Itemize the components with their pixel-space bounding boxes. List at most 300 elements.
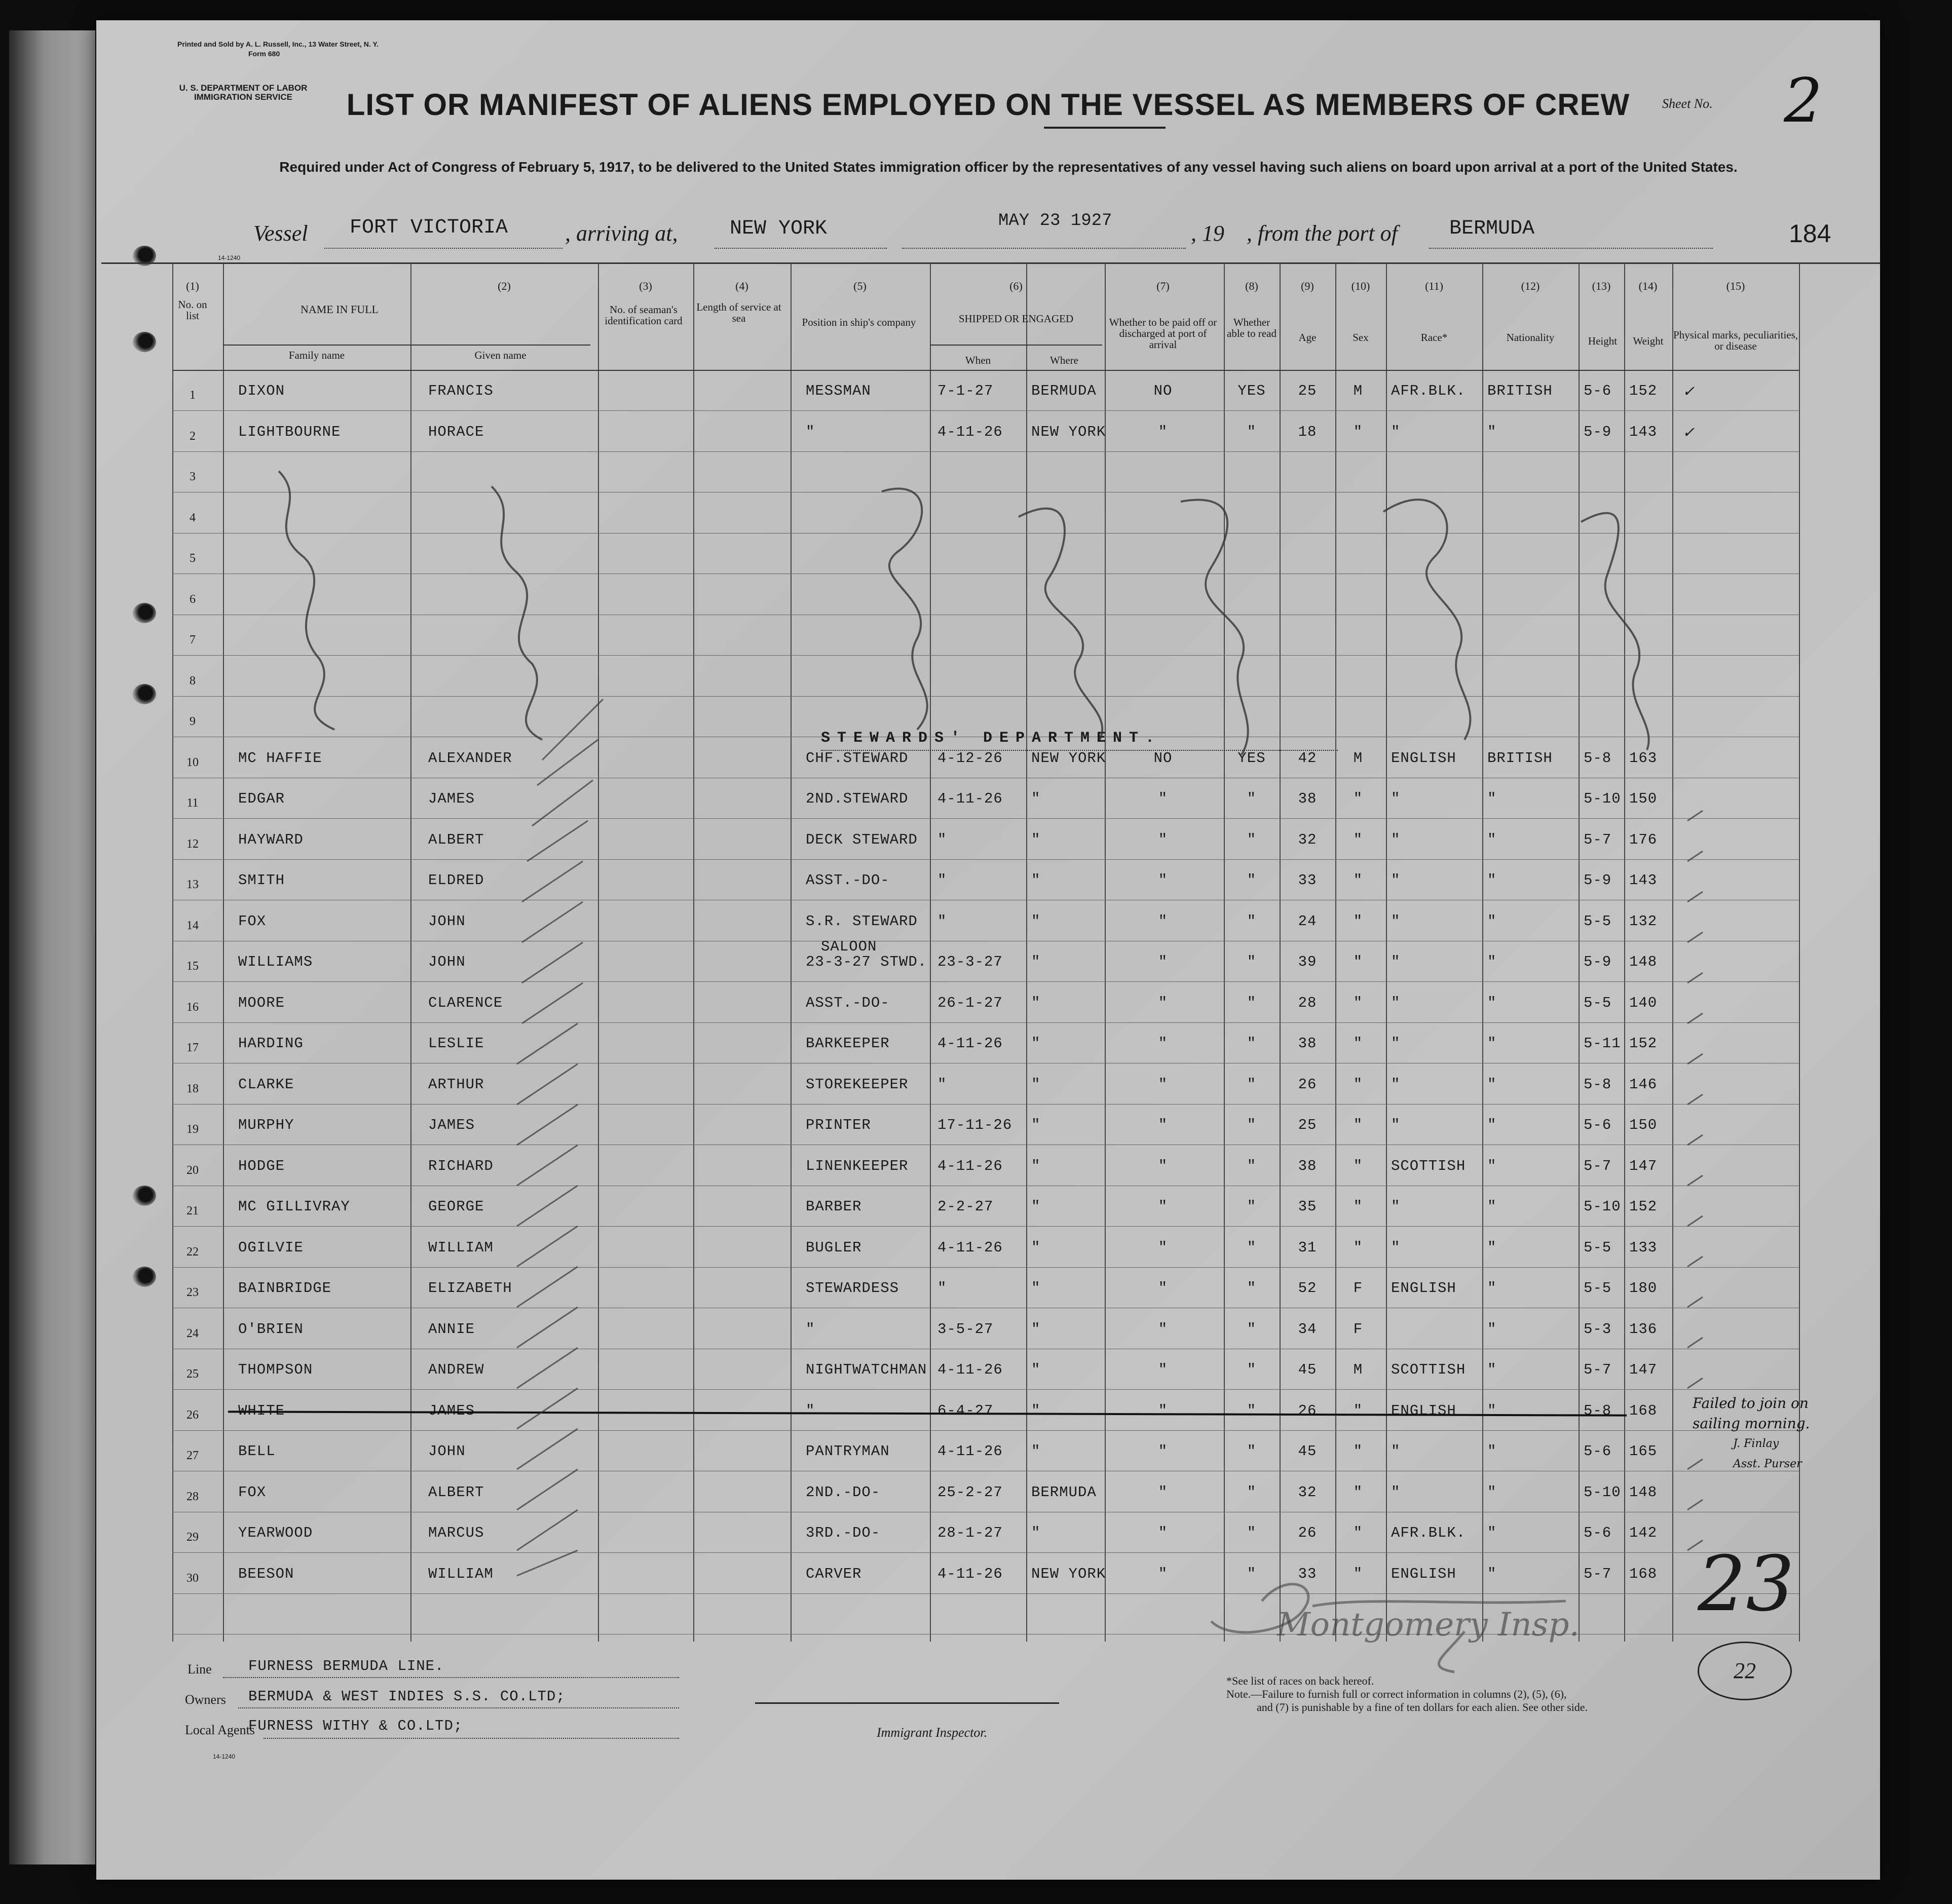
cell-given: ELIZABETH [428, 1280, 512, 1297]
cell-height: 5-10 [1584, 1483, 1621, 1501]
vessel-name: FORT VICTORIA [350, 216, 508, 239]
column-number: (14) [1638, 280, 1658, 292]
cell-family: HODGE [238, 1157, 285, 1174]
cell-sex: " [1353, 994, 1363, 1011]
form-code: 14-1240 [218, 254, 241, 261]
cell-when: 23-3-27 [937, 954, 1003, 970]
cell-given: ARTHUR [428, 1076, 484, 1093]
cell-given: JOHN [428, 1443, 466, 1460]
cell-family: THOMPSON [238, 1361, 313, 1378]
cell-paid: " [1158, 1117, 1168, 1133]
column-number: (4) [735, 280, 748, 292]
cell-height: 5-10 [1584, 1198, 1621, 1215]
column-number: (1) [186, 280, 199, 292]
cell-read: " [1247, 1565, 1257, 1582]
service-name: IMMIGRATION SERVICE [194, 92, 292, 102]
cell-position: " [806, 423, 815, 440]
cell-nat: " [1487, 1239, 1497, 1256]
cell-family: MURPHY [238, 1117, 294, 1133]
cell-given: WILLIAM [428, 1565, 494, 1582]
owners-value: BERMUDA & WEST INDIES S.S. CO.LTD; [248, 1688, 566, 1705]
cell-family: YEARWOOD [238, 1525, 313, 1541]
col12-header: Nationality [1506, 331, 1555, 344]
cell-nat: " [1487, 790, 1497, 807]
column-number: (13) [1592, 280, 1611, 292]
cell-paid: " [1158, 912, 1168, 930]
arriving-port: NEW YORK [730, 217, 828, 240]
cell-given: ALBERT [428, 831, 484, 848]
cell-family: CLARKE [238, 1076, 294, 1093]
cell-where: " [1031, 872, 1041, 889]
cell-height: 5-6 [1584, 1525, 1612, 1541]
cell-nat: " [1487, 912, 1497, 930]
cell-read: " [1247, 1035, 1257, 1052]
cell-read: " [1247, 954, 1257, 970]
col3-header: No. of seaman's identification card [605, 303, 683, 327]
cell-where: " [1031, 831, 1041, 848]
cell-read: " [1247, 790, 1257, 807]
column-number: (11) [1425, 280, 1443, 292]
row-number: 5 [190, 552, 196, 565]
cell-paid: " [1158, 1035, 1168, 1052]
cell-height: 5-9 [1584, 954, 1612, 970]
cell-position: BARKEEPER [806, 1035, 890, 1052]
row-number: 22 [186, 1245, 199, 1259]
inspector-label: Immigrant Inspector. [877, 1725, 988, 1740]
cell-paid: " [1158, 1443, 1168, 1460]
cell-position: PANTRYMAN [806, 1443, 890, 1460]
cell-position: S.R. STEWARD [806, 912, 918, 930]
cell-read: " [1247, 1280, 1257, 1297]
cell-nat: " [1487, 1117, 1497, 1133]
cell-weight: 163 [1629, 749, 1658, 767]
cell-when: " [937, 831, 947, 848]
cell-paid: " [1158, 1361, 1168, 1378]
cell-nat: " [1487, 1565, 1497, 1582]
cell-read: " [1247, 994, 1257, 1011]
cell-sex: " [1353, 1157, 1363, 1174]
from-label: , from the port of [1247, 221, 1398, 246]
cell-read: " [1247, 872, 1257, 889]
cell-family: FOX [238, 912, 267, 930]
cell-position: " [806, 1402, 815, 1419]
from-port: BERMUDA [1449, 217, 1535, 240]
cell-height: 5-9 [1584, 872, 1612, 889]
cell-read: " [1247, 1198, 1257, 1215]
cell-age: 33 [1298, 872, 1317, 889]
cell-weight: 165 [1629, 1443, 1658, 1460]
cell-sex: " [1353, 1076, 1363, 1093]
cell-when: 28-1-27 [937, 1525, 1003, 1541]
column-number: (12) [1521, 280, 1540, 292]
cell-nat: " [1487, 1198, 1497, 1215]
sheet-label: Sheet No. [1662, 96, 1713, 111]
cell-given: ALBERT [428, 1483, 484, 1501]
cell-when: 4-11-26 [937, 1157, 1003, 1174]
cell-read: " [1247, 912, 1257, 930]
cell-race: AFR.BLK. [1391, 383, 1466, 399]
cell-age: 26 [1298, 1076, 1317, 1093]
cell-where: NEW YORK [1031, 1565, 1106, 1582]
cell-height: 5-10 [1584, 790, 1621, 807]
cell-given: LESLIE [428, 1035, 484, 1052]
row-number: 4 [190, 511, 196, 524]
cell-paid: " [1158, 831, 1168, 848]
row-number: 1 [190, 389, 196, 402]
column-number: (15) [1726, 280, 1745, 292]
cell-sex: " [1353, 1198, 1363, 1215]
cell-height: 5-7 [1584, 1157, 1612, 1174]
cell-height: 5-7 [1584, 1361, 1612, 1378]
cell-nat: BRITISH [1487, 383, 1553, 399]
cell-age: 39 [1298, 954, 1317, 970]
cell-when: " [937, 872, 947, 889]
owners-label: Owners [185, 1692, 226, 1707]
line-dots [223, 1677, 679, 1678]
cell-where: " [1031, 790, 1041, 807]
ditto-squiggle-position [882, 488, 927, 730]
cell-family: MOORE [238, 994, 285, 1011]
cell-given: ELDRED [428, 872, 484, 889]
cell-weight: 152 [1629, 1035, 1658, 1052]
cell-where: NEW YORK [1031, 749, 1106, 767]
page-number: 184 [1789, 219, 1831, 248]
cell-height: 5-5 [1584, 994, 1612, 1011]
row-number: 10 [186, 755, 199, 769]
cell-given: GEORGE [428, 1198, 484, 1215]
cell-nat: " [1487, 1525, 1497, 1541]
cell-race: " [1391, 1443, 1401, 1460]
ditto-squiggle-family [279, 471, 334, 730]
col13-header: Height [1588, 335, 1618, 347]
row-number: 27 [186, 1449, 199, 1462]
column-number: (6) [1009, 280, 1023, 292]
cell-nat: " [1487, 423, 1497, 440]
cell-when: 4-12-26 [937, 749, 1003, 767]
note-penalty: Note.—Failure to furnish full or correct information in columns (2), (5), (6), [1226, 1688, 1567, 1700]
cell-age: 18 [1298, 423, 1317, 440]
cell-given: JAMES [428, 1402, 475, 1419]
col6-header: SHIPPED OR ENGAGED [958, 313, 1074, 325]
cell-age: 32 [1298, 1483, 1317, 1501]
binding-edge [9, 30, 95, 1864]
ditto-squiggle-race [1383, 500, 1470, 740]
cell-given: CLARENCE [428, 994, 503, 1011]
cell-age: 38 [1298, 1157, 1317, 1174]
cell-sex: F [1353, 1320, 1363, 1338]
cell-where: " [1031, 912, 1041, 930]
cell-sex: " [1353, 912, 1363, 930]
cell-position: 2ND.STEWARD [806, 790, 909, 807]
cell-height: 5-8 [1584, 1076, 1612, 1093]
cell-read: " [1247, 1402, 1257, 1419]
col15-header: Physical marks, peculiarities, or disease [1673, 329, 1798, 352]
cell-age: 24 [1298, 912, 1317, 930]
cell-weight: 146 [1629, 1076, 1658, 1093]
col2-family-header: Family name [288, 349, 345, 361]
cell-weight: 143 [1629, 872, 1658, 889]
line-value: FURNESS BERMUDA LINE. [248, 1658, 444, 1674]
cell-family: WHITE [238, 1402, 285, 1419]
row-number: 19 [186, 1123, 199, 1136]
cell-weight: 136 [1629, 1320, 1658, 1338]
column-number: (9) [1301, 280, 1314, 292]
row-number: 15 [186, 960, 199, 973]
cell-where: NEW YORK [1031, 423, 1106, 440]
column-number: (5) [853, 280, 867, 292]
note-title: Asst. Purser [1733, 1458, 1802, 1470]
row-number: 17 [186, 1041, 199, 1054]
cell-where: BERMUDA [1031, 383, 1097, 399]
cell-race: AFR.BLK. [1391, 1525, 1466, 1541]
cell-paid: " [1158, 872, 1168, 889]
cell-nat: " [1487, 1443, 1497, 1460]
line-label: Line [187, 1662, 212, 1677]
row-number: 23 [186, 1286, 199, 1299]
column-number: (10) [1351, 280, 1370, 292]
cell-age: 45 [1298, 1443, 1317, 1460]
row-number: 2 [190, 429, 196, 443]
col8-header: Whether able to read [1227, 316, 1277, 339]
ditto-squiggle-given [492, 486, 542, 740]
cell-read: " [1247, 1157, 1257, 1174]
cell-nat: BRITISH [1487, 749, 1553, 767]
cell-race: " [1391, 790, 1401, 807]
cell-position: " [806, 1320, 815, 1338]
cell-when: " [937, 1076, 947, 1093]
row-number: 21 [186, 1204, 199, 1217]
cell-read: " [1247, 1525, 1257, 1541]
cell-race: ENGLISH [1391, 749, 1456, 767]
cell-where: " [1031, 1443, 1041, 1460]
department-name: U. S. DEPARTMENT OF LABOR [179, 83, 308, 93]
cell-paid: NO [1153, 383, 1173, 399]
cell-height: 5-8 [1584, 1402, 1612, 1419]
cell-given: MARCUS [428, 1525, 484, 1541]
cell-sex: F [1353, 1280, 1363, 1297]
cell-age: 25 [1298, 1117, 1317, 1133]
cell-family: WILLIAMS [238, 954, 313, 970]
cell-paid: " [1158, 954, 1168, 970]
cell-age: 52 [1298, 1280, 1317, 1297]
year-label: , 19 [1191, 221, 1224, 246]
section-heading: STEWARDS' DEPARTMENT. [821, 730, 1162, 747]
cell-position: STOREKEEPER [806, 1076, 909, 1093]
sheet-number: 2 [1784, 66, 1823, 136]
ditto-squiggle-paid [1181, 500, 1248, 755]
cell-age: 33 [1298, 1565, 1317, 1582]
cell-position: CHF.STEWARD [806, 749, 909, 767]
cell-race: " [1391, 994, 1401, 1011]
row-number: 28 [186, 1490, 199, 1503]
cell-read: " [1247, 831, 1257, 848]
cell-sex: " [1353, 790, 1363, 807]
cell-given: WILLIAM [428, 1239, 494, 1256]
agents-label: Local Agents [185, 1723, 255, 1737]
cell-sex: " [1353, 1483, 1363, 1501]
cell-weight: 147 [1629, 1361, 1658, 1378]
cell-race: " [1391, 1198, 1401, 1215]
cell-family: HARDING [238, 1035, 304, 1052]
cell-read: " [1247, 1117, 1257, 1133]
column-number: (8) [1245, 280, 1258, 292]
row-number: 16 [186, 1000, 199, 1014]
cell-sex: M [1353, 749, 1363, 767]
cell-sex: " [1353, 954, 1363, 970]
cell-read: " [1247, 1076, 1257, 1093]
cell-nat: " [1487, 872, 1497, 889]
row-number: 8 [190, 674, 196, 688]
cell-race: ENGLISH [1391, 1565, 1456, 1582]
cell-given: HORACE [428, 423, 484, 440]
cell-read: " [1247, 423, 1257, 440]
note-races: *See list of races on back hereof. [1226, 1674, 1374, 1687]
row-number: 24 [186, 1326, 199, 1340]
cell-when: " [937, 912, 947, 930]
form-number: Form 680 [248, 50, 280, 58]
cell-race: " [1391, 423, 1401, 440]
cell-sex: M [1353, 383, 1363, 399]
cell-nat: " [1487, 1076, 1497, 1093]
cell-family: O'BRIEN [238, 1320, 304, 1338]
cell-age: 34 [1298, 1320, 1317, 1338]
inspector-rule [755, 1702, 1059, 1704]
cell-age: 32 [1298, 831, 1317, 848]
cell-height: 5-11 [1584, 1035, 1621, 1052]
agents-dots [264, 1738, 679, 1739]
cell-where: " [1031, 954, 1041, 970]
row-number: 14 [186, 919, 199, 932]
col4-header: Length of service at sea [696, 301, 781, 324]
cell-given: ALEXANDER [428, 749, 512, 767]
cell-position: LINENKEEPER [806, 1157, 909, 1174]
cell-nat: " [1487, 1483, 1497, 1501]
cell-position: 2ND.-DO- [806, 1483, 881, 1501]
cell-weight: 152 [1629, 383, 1658, 399]
cell-nat: " [1487, 1035, 1497, 1052]
cell-family: DIXON [238, 383, 285, 399]
row26-note [1693, 1393, 1810, 1474]
page-subtitle: Required under Act of Congress of February 5, 1917, to be delivered to the United States immigration officer by the representatives of any vessel having such aliens on board upon arrival at a port of the United States. [279, 159, 1738, 175]
cell-when: 26-1-27 [937, 994, 1003, 1011]
row-number: 29 [186, 1531, 199, 1544]
cell-race: SCOTTISH [1391, 1361, 1466, 1378]
cell-nat: " [1487, 1157, 1497, 1174]
row-number: 3 [190, 470, 196, 483]
cell-family: FOX [238, 1483, 267, 1501]
cell-nat: " [1487, 954, 1497, 970]
cell-when: 4-11-26 [937, 1239, 1003, 1256]
cell-nat: " [1487, 1361, 1497, 1378]
cell-position: PRINTER [806, 1117, 871, 1133]
cell-paid: " [1158, 1402, 1168, 1419]
col7-header: Whether to be paid off or discharged at port of arrival [1109, 316, 1217, 351]
cell-when: 3-5-27 [937, 1320, 994, 1338]
cell-read: " [1247, 1361, 1257, 1378]
cell-when: 4-11-26 [937, 1361, 1003, 1378]
manifest-page [96, 20, 1880, 1880]
note-line: Failed to join on [1693, 1395, 1809, 1412]
column-number: (3) [639, 280, 652, 292]
cell-where: " [1031, 1280, 1041, 1297]
cell-given: JOHN [428, 954, 466, 970]
col14-header: Weight [1633, 335, 1664, 347]
cell-when: 4-11-26 [937, 1565, 1003, 1582]
inspector-signature: Montgomery Insp. [1277, 1606, 1580, 1644]
cell-race: " [1391, 1483, 1401, 1501]
cell-race: " [1391, 954, 1401, 970]
cell-age: 26 [1298, 1525, 1317, 1541]
cell-position-above: SALOON [821, 938, 877, 955]
cell-sex: " [1353, 423, 1363, 440]
cell-family: EDGAR [238, 790, 285, 807]
footer-notes [1226, 1674, 1588, 1714]
cell-paid: " [1158, 1157, 1168, 1174]
cell-when: 2-2-27 [937, 1198, 994, 1215]
cell-given: ANNIE [428, 1320, 475, 1338]
cell-age: 28 [1298, 994, 1317, 1011]
cell-height: 5-8 [1584, 749, 1612, 767]
cell-family: HAYWARD [238, 831, 304, 848]
cell-age: 38 [1298, 1035, 1317, 1052]
cell-sex: " [1353, 1035, 1363, 1052]
cell-position: ASST.-DO- [806, 994, 890, 1011]
cell-height: 5-5 [1584, 1280, 1612, 1297]
col1-header: No. on list [178, 298, 207, 322]
cell-given: ANDREW [428, 1361, 484, 1378]
cell-race: " [1391, 872, 1401, 889]
circled-number: 22 [1698, 1642, 1792, 1700]
cell-given: FRANCIS [428, 383, 494, 399]
cell-height: 5-7 [1584, 1565, 1612, 1582]
cell-family: BELL [238, 1443, 276, 1460]
col11-header: Race* [1420, 331, 1448, 344]
cell-position: 3RD.-DO- [806, 1525, 881, 1541]
page-title: LIST OR MANIFEST OF ALIENS EMPLOYED ON THE VESSEL AS MEMBERS OF CREW [346, 88, 1630, 122]
col2-header: NAME IN FULL [301, 303, 379, 316]
cell-sex: " [1353, 831, 1363, 848]
cell-age: 26 [1298, 1402, 1317, 1419]
cell-when: 6-4-27 [937, 1402, 994, 1419]
row-number: 30 [186, 1571, 199, 1585]
cell-family: LIGHTBOURNE [238, 423, 341, 440]
cell-sex: " [1353, 1117, 1363, 1133]
vessel-label: Vessel [253, 221, 308, 246]
cell-sex: " [1353, 1239, 1363, 1256]
row-number: 20 [186, 1163, 199, 1177]
cell-where: " [1031, 1239, 1041, 1256]
pencil-marks [96, 20, 1880, 1880]
cell-sex: M [1353, 1361, 1363, 1378]
col6-where-header: Where [1050, 354, 1078, 366]
ditto-squiggle-height [1581, 513, 1649, 750]
cell-where: BERMUDA [1031, 1483, 1097, 1501]
tick-marks-given [517, 699, 603, 1576]
cell-when: " [937, 1280, 947, 1297]
cell-race: " [1391, 1117, 1401, 1133]
cell-given: JAMES [428, 1117, 475, 1133]
col6-when-header: When [965, 354, 991, 366]
cell-paid: " [1158, 1280, 1168, 1297]
cell-weight: 150 [1629, 790, 1658, 807]
cell-height: 5-6 [1584, 383, 1612, 399]
cell-weight: 133 [1629, 1239, 1658, 1256]
cell-paid: " [1158, 1565, 1168, 1582]
note-signature: J. Finlay [1733, 1437, 1779, 1450]
cell-where: " [1031, 994, 1041, 1011]
cell-paid: " [1158, 1198, 1168, 1215]
cell-when: 7-1-27 [937, 383, 994, 399]
